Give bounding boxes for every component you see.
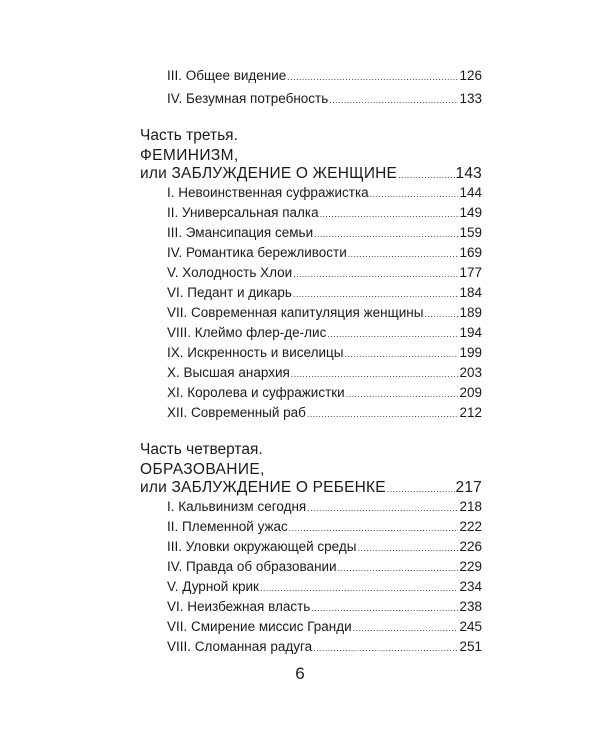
- dot-leader: [293, 284, 459, 304]
- dot-leader: [307, 404, 459, 424]
- toc-entry-page: 245: [459, 619, 482, 634]
- toc-entry-title: XII. Современный раб: [167, 405, 306, 420]
- toc-entry-page: 234: [459, 579, 482, 594]
- dot-leader: [348, 244, 459, 264]
- toc-entry-title: VIII. Клеймо флер-де-лис: [167, 325, 327, 340]
- toc-entry-page: 144: [459, 185, 482, 200]
- dot-leader: [293, 264, 458, 284]
- toc-entry-page: 218: [459, 499, 482, 514]
- part-title: ОБРАЗОВАНИЕ,: [140, 461, 265, 478]
- dot-leader: [387, 479, 455, 499]
- dot-leader: [370, 184, 459, 204]
- dot-leader: [291, 364, 459, 384]
- toc-entry-page: 159: [459, 225, 482, 240]
- toc-entry-page: 177: [459, 265, 482, 280]
- toc-entry: [167, 383, 482, 403]
- dot-leader: [357, 538, 458, 558]
- toc-entry: [167, 223, 482, 243]
- toc-entry-page: 251: [459, 639, 482, 654]
- toc-entry-page: 226: [459, 539, 482, 554]
- toc-entry-page: 184: [459, 285, 482, 300]
- dot-leader: [327, 324, 458, 344]
- toc-entry: [167, 66, 482, 86]
- toc-entry-title: VI. Педант и дикарь: [167, 285, 292, 300]
- toc-entry-title: VIII. Сломанная радуга: [167, 639, 313, 654]
- toc-entry-page: 203: [459, 365, 482, 380]
- toc-entry-page: 126: [459, 68, 482, 83]
- toc-entry-title: VII. Современная капитуляция женщины: [167, 305, 424, 320]
- toc-entry-title: V. Холодность Хлои: [167, 265, 293, 280]
- toc-entry: [167, 363, 482, 383]
- toc-entry-page: 222: [459, 519, 482, 534]
- dot-leader: [307, 498, 458, 518]
- part-title: ФЕМИНИЗМ,: [140, 147, 239, 164]
- toc-entry: [167, 617, 482, 637]
- toc-entry-title: V. Дурной крик: [167, 579, 259, 594]
- toc-entry: [167, 597, 482, 617]
- toc-entry: [167, 343, 482, 363]
- part-title-entry: [140, 164, 482, 184]
- toc-entry: [167, 577, 482, 597]
- toc-entry-title: II. Племенной ужас: [167, 519, 288, 534]
- dot-leader: [313, 638, 458, 658]
- toc-entry-title: III. Эмансипация семьи: [167, 225, 314, 240]
- toc-entry-page: 199: [459, 345, 482, 360]
- toc-entry-title: IV. Безумная потребность: [167, 91, 329, 106]
- dot-leader: [344, 344, 458, 364]
- part-label: Часть четвертая.: [140, 441, 263, 458]
- part-label: Часть третья.: [140, 127, 238, 144]
- part-subtitle: или ЗАБЛУЖДЕНИЕ О РЕБЕНКЕ: [140, 479, 386, 496]
- toc-entry: [167, 303, 482, 323]
- dot-leader: [311, 598, 458, 618]
- toc-entry: [167, 517, 482, 537]
- toc-entry-title: VII. Смирение миссис Гранди: [167, 619, 352, 634]
- toc-entry-page: 194: [459, 325, 482, 340]
- dot-leader: [424, 304, 458, 324]
- toc-entry: [167, 537, 482, 557]
- toc-entry: [167, 403, 482, 423]
- toc-entry: [167, 557, 482, 577]
- toc-entry-title: III. Уловки окружающей среды: [167, 539, 357, 554]
- dot-leader: [287, 67, 458, 87]
- toc-entry-page: 238: [459, 599, 482, 614]
- toc-entry-title: VI. Неизбежная власть: [167, 599, 311, 614]
- toc-entry-page: 169: [459, 245, 482, 260]
- toc-entry-page: 149: [459, 205, 482, 220]
- toc-entry-title: II. Универсальная палка: [167, 205, 319, 220]
- toc-entry-title: XI. Королева и суфражистки: [167, 385, 345, 400]
- toc-entry-title: I. Кальвинизм сегодня: [167, 499, 307, 514]
- toc-entry-title: I. Невоинственная суфражистка: [167, 185, 369, 200]
- dot-leader: [289, 518, 459, 538]
- toc-entry: [167, 243, 482, 263]
- toc-entry: [167, 497, 482, 517]
- toc-entry-title: IV. Романтика бережливости: [167, 245, 347, 260]
- toc-entry-title: III. Общее видение: [167, 68, 287, 83]
- toc-entry-title: X. Высшая анархия: [167, 365, 290, 380]
- part-subtitle: или ЗАБЛУЖДЕНИЕ О ЖЕНЩИНЕ: [140, 165, 398, 182]
- dot-leader: [346, 384, 459, 404]
- dot-leader: [320, 204, 459, 224]
- toc-entry-page: 189: [459, 305, 482, 320]
- toc-entry: [167, 283, 482, 303]
- part-title-entry: [140, 478, 482, 498]
- page-number: 6: [295, 664, 305, 683]
- toc-entry-title: IX. Искренность и виселицы: [167, 345, 344, 360]
- dot-leader: [398, 165, 454, 185]
- toc-entry: [167, 183, 482, 203]
- toc-entry-page: 212: [459, 405, 482, 420]
- toc-entry-page: 209: [459, 385, 482, 400]
- toc-entry-page: 229: [459, 559, 482, 574]
- dot-leader: [353, 618, 459, 638]
- toc-entry: [167, 323, 482, 343]
- part-page: 217: [455, 479, 482, 496]
- dot-leader: [314, 224, 458, 244]
- toc-entry-page: 133: [459, 91, 482, 106]
- toc-entry: [167, 263, 482, 283]
- toc-entry: [167, 89, 482, 109]
- toc-entry-title: IV. Правда об образовании: [167, 559, 337, 574]
- toc-entry: [167, 203, 482, 223]
- toc-entry: [167, 637, 482, 657]
- dot-leader: [338, 558, 459, 578]
- dot-leader: [260, 578, 459, 598]
- dot-leader: [329, 90, 458, 110]
- part-page: 143: [455, 165, 482, 182]
